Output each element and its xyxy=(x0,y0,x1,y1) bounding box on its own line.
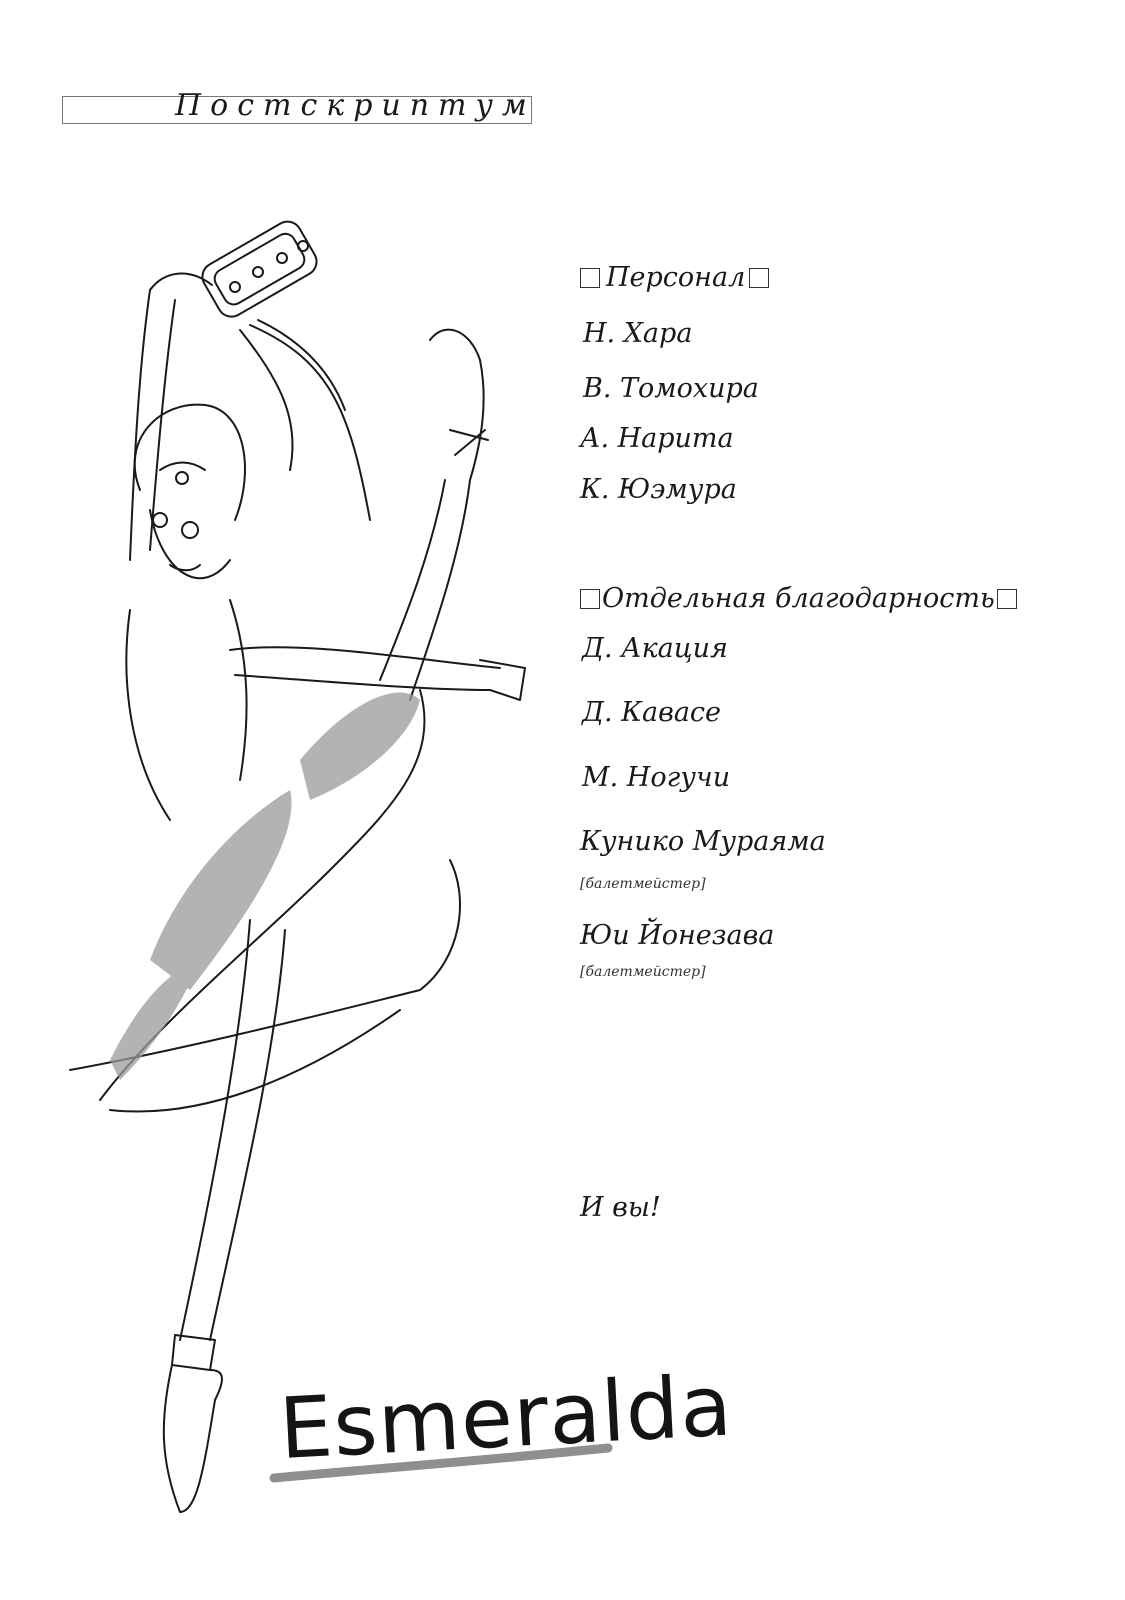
page-title: Постскриптум xyxy=(175,88,536,123)
thanks-role: [балетмейстер] xyxy=(580,964,706,980)
square-icon xyxy=(749,268,769,288)
staff-name: А. Нарита xyxy=(580,423,734,454)
thanks-name: Д. Акация xyxy=(582,633,728,664)
staff-name: В. Томохира xyxy=(583,373,759,404)
thanks-heading: Отдельная благодарность xyxy=(580,583,1017,614)
tutu-shading xyxy=(110,693,420,1081)
square-icon xyxy=(580,268,600,288)
tambourine-icon xyxy=(197,217,321,322)
square-icon xyxy=(997,589,1017,609)
staff-name: К. Юэмура xyxy=(580,474,737,505)
thanks-name: Д. Кавасе xyxy=(582,697,722,728)
staff-heading: Персонал xyxy=(580,262,769,293)
square-icon xyxy=(580,589,600,609)
thanks-name: Юи Йонезава xyxy=(580,920,775,951)
thanks-role: [балетмейстер] xyxy=(580,876,706,892)
signature: Esmeralda xyxy=(276,1356,735,1478)
staff-name: Н. Хара xyxy=(583,318,693,349)
closing-text: И вы! xyxy=(580,1192,661,1223)
thanks-name: М. Ногучи xyxy=(582,762,731,793)
thanks-name: Кунико Мураяма xyxy=(580,826,826,857)
